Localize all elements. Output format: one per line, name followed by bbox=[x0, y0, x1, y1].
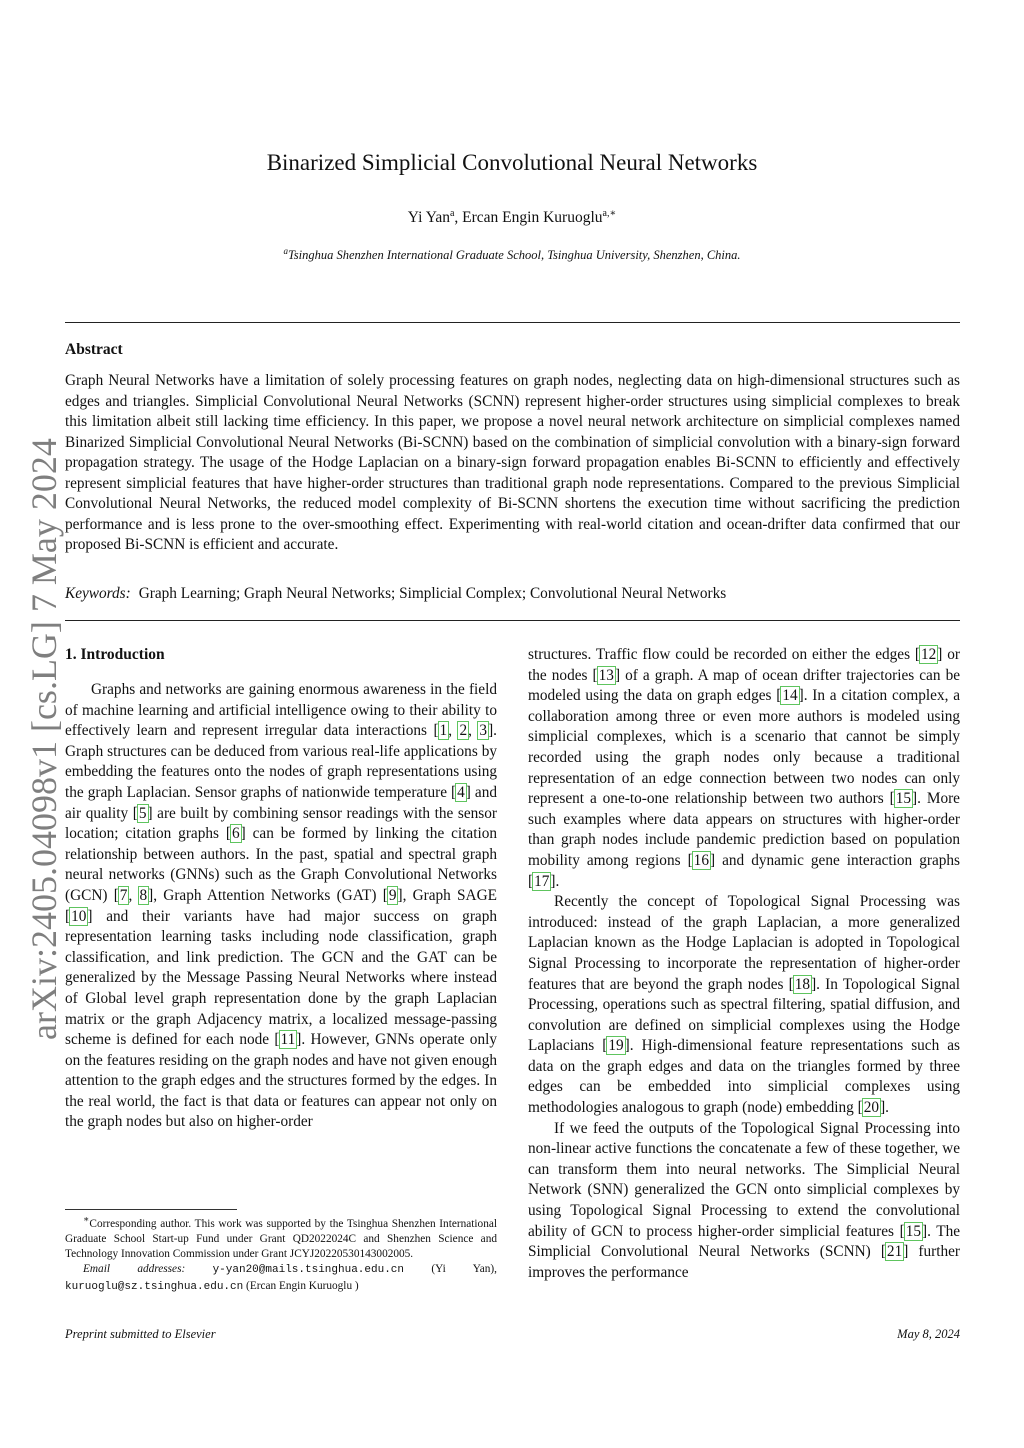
affiliation-mark: a bbox=[283, 246, 288, 256]
body-text: , bbox=[468, 722, 479, 740]
citation-link[interactable]: 10 bbox=[71, 907, 87, 925]
citation-link[interactable]: 16 bbox=[693, 851, 709, 869]
paragraph bbox=[528, 645, 960, 892]
body-text: ]. bbox=[550, 872, 560, 890]
paragraph bbox=[528, 892, 960, 1119]
citation-link[interactable]: 15 bbox=[895, 790, 912, 808]
body-text: Graphs and networks are gaining enormous awareness in the field of machine learning and artificial intelligence owing to their ability to effectively learn and represent irregular data interactions [ bbox=[65, 681, 497, 740]
body-text: If we feed the outputs of the Topological Signal Processing into non-linear active functions the concatenate a few of these together, we can transform them into neural networks. The Simplicial Neural Network (SNN) generalized the GCN onto simplicial complexes by using Topological Signal Processing to extend the convolutional ability of GCN to process higher-order simplicial features [ bbox=[528, 1119, 960, 1240]
body-text: ] of a graph. A map of ocean drifter trajectories can be modeled using the data on graph edges [ bbox=[528, 666, 961, 705]
body-text: ]. In Topological Signal Processing, operations such as spectral filtering, spatial diffusion, and convolution are defined on simplicial complexes using the Hodge Laplacians [ bbox=[528, 975, 960, 1055]
citation-link[interactable]: 15 bbox=[905, 1222, 921, 1240]
abstract-divider bbox=[65, 620, 960, 621]
citation-link[interactable]: 13 bbox=[598, 666, 614, 684]
citation-link[interactable]: 17 bbox=[534, 872, 550, 890]
body-text: ] are built by combining sensor readings with the sensor location; citation graphs [ bbox=[65, 804, 497, 843]
body-text: ], Graph Attention Networks (GAT) [ bbox=[148, 886, 388, 904]
email-owner: (Ercan Engin Kuruoglu ) bbox=[243, 1279, 359, 1292]
body-text: , bbox=[448, 722, 459, 740]
abstract-heading: Abstract bbox=[65, 341, 123, 358]
body-text: ] and dynamic gene interaction graphs [ bbox=[528, 851, 960, 890]
citation-link[interactable]: 6 bbox=[231, 825, 240, 843]
top-divider bbox=[65, 322, 960, 323]
body-text: ]. High-dimensional feature representations such as data on the graph edges and data on the triangles formed by three edges can be embedded into simplicial complexes using methodologies analogous to graph (node) embedding [ bbox=[528, 1037, 960, 1117]
citation-link[interactable]: 19 bbox=[608, 1037, 624, 1055]
body-text: ]. In a citation complex, a collaboration among three or even more authors is modeled using simplicial complexes, which is a scenario that cannot be simply recorded using the graph nodes only because a traditional representation of an edge connection between two nodes can only represent a one-to-one relationship between two authors [ bbox=[528, 687, 960, 808]
citation-link[interactable]: 1 bbox=[439, 722, 448, 740]
body-text: ]. bbox=[880, 1099, 889, 1117]
right-column-text bbox=[528, 645, 960, 1283]
citation-link[interactable]: 3 bbox=[479, 722, 488, 740]
keywords bbox=[65, 585, 726, 603]
citation-link[interactable]: 5 bbox=[138, 804, 147, 822]
keywords-text: Graph Learning; Graph Neural Networks; Simplicial Complex; Convolutional Neural Networks bbox=[138, 585, 727, 602]
body-text: ] and air quality [ bbox=[65, 783, 497, 822]
affiliation-mark: a bbox=[449, 208, 455, 219]
body-text: ] and their variants have had major success on graph representation learning tasks including node classification, graph classification, and link prediction. The GCN and the GAT can be generalized by the Message Passing Neural Networks where instead of Global level graph representation done by the graph Laplacian matrix or the graph Adjacency matrix, a localized message-passing scheme is defined for each node [ bbox=[65, 907, 497, 1049]
body-text: ]. Graph structures can be deduced from various real-life applications by embedding the features onto the nodes of graph representations using the graph Laplacian. Sensor graphs of nationwide temperature [ bbox=[65, 722, 497, 801]
section-heading-introduction: 1. Introduction bbox=[65, 646, 165, 663]
citation-link[interactable]: 14 bbox=[782, 687, 798, 705]
email-link[interactable]: y-yan20@mails.tsinghua.edu.cn bbox=[212, 1264, 405, 1277]
affiliation bbox=[0, 246, 1024, 263]
footnote-mark: ∗ bbox=[83, 1215, 90, 1225]
body-text: ] can be formed by linking the citation relationship between authors. In the past, spatial and spectral graph neural networks (GNNs) such as the Graph Convolutional Networks (GCN) [ bbox=[65, 825, 498, 904]
body-text: ]. However, GNNs operate only on the features residing on the graph nodes and have not given enough attention to the graph edges and the structures formed by the edges. In the real world, the fact is that data or features can appear not only on the graph nodes but also on higher-order bbox=[65, 1031, 497, 1131]
body-text: ], Graph SAGE [ bbox=[65, 886, 497, 925]
footer-date: May 8, 2024 bbox=[897, 1327, 960, 1341]
body-text: Recently the concept of Topological Signal Processing was introduced: instead of the graph Laplacian, a more generalized Laplacian known as the Hodge Laplacian is adopted in Topological Signal Processing to incorporate the representation of higher-order features that are beyond the graph nodes [ bbox=[528, 893, 960, 993]
body-text: ]. More such examples where data appears on structures with higher-order than graph nodes include pandemic prediction based on population mobility among regions [ bbox=[528, 790, 960, 869]
citation-link[interactable]: 2 bbox=[459, 722, 468, 740]
citation-link[interactable]: 11 bbox=[280, 1031, 296, 1049]
citation-link[interactable]: 20 bbox=[863, 1099, 880, 1117]
footnote-divider bbox=[65, 1209, 237, 1210]
abstract-text: Graph Neural Networks have a limitation of solely processing features on graph nodes, neglecting data on high-dimensional structures such as edges and triangles. Simplicial Convolutional Neural Networks (SCNN) represent higher-order structures using simplicial complexes to break this limitation albeit still lacking time efficiency. In this paper, we propose a novel neural network architecture on simplicial complexes named Binarized Simplicial Convolutional Neural Networks (Bi-SCNN) based on the combination of simplicial convolution with a binary-sign forward propagation strategy. The usage of the Hodge Laplacian on a binary-sign forward propagation enables Bi-SCNN to efficiently and effectively represent simplicial features that have higher-order structures than traditional graph node representations. Compared to the previous Simplicial Convolutional Neural Networks, the reduced model complexity of Bi-SCNN shortens the execution time without sacrificing the prediction performance and is less prone to the over-smoothing effect. Experimenting with real-world citation and ocean-drifter data confirmed that our proposed Bi-SCNN is efficient and accurate. bbox=[65, 372, 960, 553]
keywords-label: Keywords: bbox=[65, 585, 131, 602]
email-link[interactable]: kuruoglu@sz.tsinghua.edu.cn bbox=[65, 1280, 244, 1293]
email-label: Email addresses: bbox=[83, 1263, 186, 1276]
body-text: ] or the nodes [ bbox=[528, 646, 960, 684]
body-text: ]. The Simplicial Convolutional Neural Networks (SCNN) [ bbox=[528, 1222, 961, 1261]
author-list: Yi Yan$^a$, Ercan Engin Kuruoglu$^{a,∗}$ bbox=[407, 208, 617, 227]
author-name: Yi Yan bbox=[407, 209, 450, 227]
affiliation-text: Tsinghua Shenzhen International Graduate School, Tsinghua University, Shenzhen, China. bbox=[287, 248, 741, 263]
arxiv-stamp[interactable]: arXiv:2405.04098v1 [cs.LG] 7 May 2024 bbox=[24, 438, 64, 1040]
footnote bbox=[65, 1213, 497, 1295]
body-text: , bbox=[128, 886, 139, 904]
citation-link[interactable]: 12 bbox=[921, 646, 937, 663]
paragraph bbox=[528, 1119, 960, 1284]
footnote-body: Corresponding author. This work was supported by the Tsinghua Shenzhen International Graduate School Start-up Fund under Grant QD2022024C and Shenzhen Science and Technology Innovation Commission under Grant JCYJ20220530143002005. bbox=[65, 1217, 497, 1261]
affiliation-mark: a,∗ bbox=[602, 208, 617, 219]
citation-link[interactable]: 4 bbox=[457, 783, 465, 801]
citation-link[interactable]: 8 bbox=[139, 886, 148, 904]
footnote-emails bbox=[65, 1262, 497, 1294]
paper-title: Binarized Simplicial Convolutional Neural Networks bbox=[266, 150, 758, 175]
citation-link[interactable]: 7 bbox=[119, 886, 128, 904]
body-text: ] further improves the performance bbox=[528, 1243, 960, 1281]
footer-left: Preprint submitted to Elsevier bbox=[65, 1327, 216, 1341]
email-owner: (Yi Yan), bbox=[404, 1263, 497, 1276]
citation-link[interactable]: 18 bbox=[794, 975, 811, 993]
author-name: Ercan Engin Kuruoglu bbox=[462, 209, 603, 227]
citation-link[interactable]: 21 bbox=[886, 1243, 903, 1261]
footnote-text bbox=[65, 1213, 497, 1262]
body-text: structures. Traffic flow could be recorded on either the edges [ bbox=[528, 646, 920, 663]
citation-link[interactable]: 9 bbox=[388, 886, 397, 904]
left-column-text bbox=[65, 680, 497, 1133]
